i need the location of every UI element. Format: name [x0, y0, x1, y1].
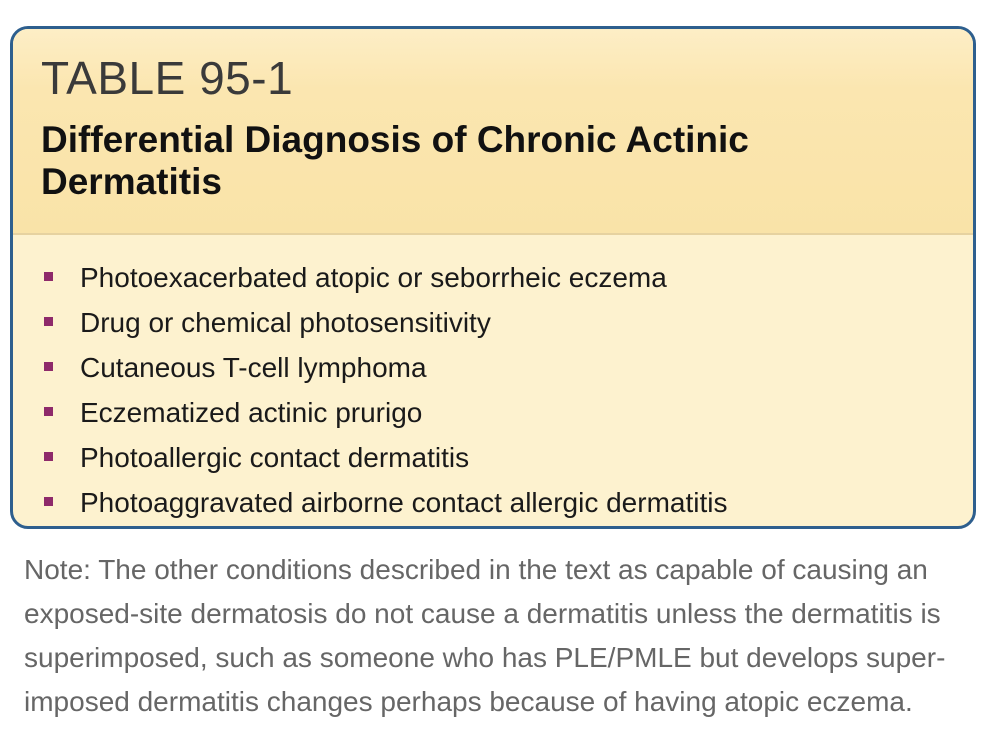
- list-item: [13, 435, 727, 480]
- list-item-label: Photoaggravated airborne contact allergic dermatitis: [80, 487, 728, 518]
- list-item: [13, 480, 727, 525]
- list-item-label: Photoexacerbated atopic or seborrheic eczema: [80, 262, 667, 293]
- table-title: Differential Diagnosis of Chronic Actinic Dermatitis: [41, 119, 749, 202]
- list-item: [13, 345, 727, 390]
- square-bullet-icon: [44, 452, 53, 461]
- square-bullet-icon: [44, 407, 53, 416]
- list-item: [13, 255, 727, 300]
- list-item: [13, 300, 727, 345]
- table-note: Note: The other conditions described in the text as capable of causing an exposed-site dermatosis do not cause a dermatitis unless the dermatitis is superimposed, such as someone who has PLE/PMLE but develops super-imposed dermatitis changes perhaps because of having atopic eczema.: [24, 554, 946, 717]
- square-bullet-icon: [44, 497, 53, 506]
- list-item-label: Drug or chemical photosensitivity: [80, 307, 491, 338]
- list-item: [13, 390, 727, 435]
- table-header: [13, 29, 973, 235]
- list-item-label: Eczematized actinic prurigo: [80, 397, 423, 428]
- square-bullet-icon: [44, 272, 53, 281]
- list-item-label: Photoallergic contact dermatitis: [80, 442, 470, 473]
- diagnosis-list: [13, 255, 727, 525]
- square-bullet-icon: [44, 317, 53, 326]
- list-item-label: Cutaneous T-cell lymphoma: [80, 352, 427, 383]
- table-number: TABLE 95-1: [41, 52, 294, 104]
- table-box: [10, 26, 976, 529]
- square-bullet-icon: [44, 362, 53, 371]
